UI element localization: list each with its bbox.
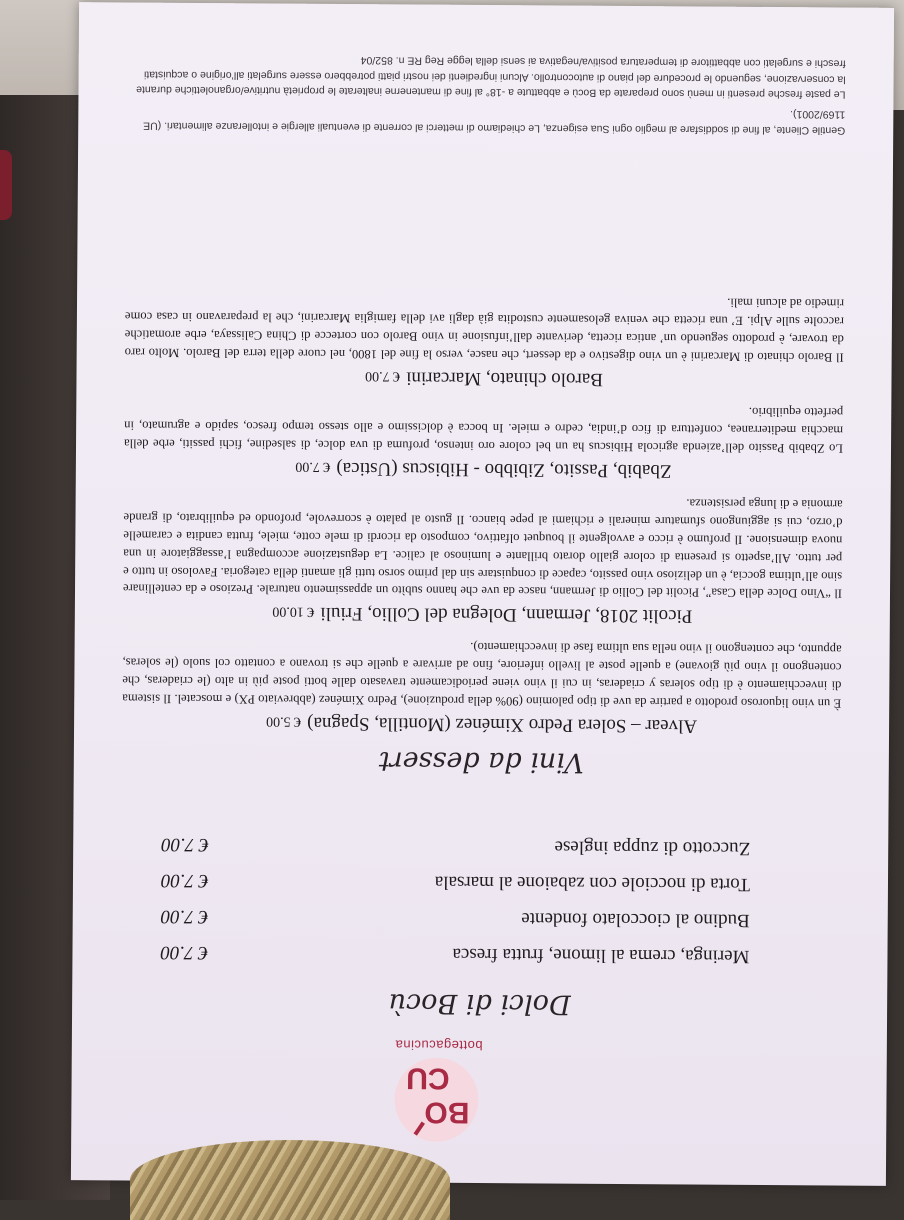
wine-heading bbox=[122, 710, 841, 737]
wine-list bbox=[122, 277, 844, 738]
wine-price: € 5.00 bbox=[266, 713, 302, 729]
wine-price: € 7.00 bbox=[365, 367, 401, 384]
wine-item bbox=[122, 635, 842, 738]
footer-note: Le paste fresche presenti in menù sono preparate da Bocù e abbattute a -18° al fine di mantenerne inalterate le proprietà nutritive/organolettiche durante la conservazione, seguendo le procedure del piano di autocontrollo. Alcuni ingredienti dei nostri piatti potrebbero essere surgelati all’origine o acquistati freschi e surgelati con abbattitore di temperatura positiva/negativa ai sensi della legge Reg RE n. 852/04 bbox=[136, 54, 846, 102]
dolci-section-title: Dolci di Bocù bbox=[388, 987, 571, 1020]
svg-text:BO: BO bbox=[424, 1095, 470, 1129]
wine-name: Zbabib, Passito, Zibibbo - Hibiscus (Ustica) bbox=[336, 458, 672, 482]
footer-note: Gentile Cliente, al fine di soddisfare al meglio ogni Sua esigenza, Le chiediamo di metterci al corrente di eventuali allergie e intolleranze alimentari. (UE 1169/2001). bbox=[143, 108, 846, 137]
wine-description: È un vino liquoroso prodotto a partire da uve di tipo palomino (90% della produzione), Pedro Ximénez (abbreviato PX) e moscatel. Il sistema di invecchiamento è di tipo soleras y criaderas, in cui il vino viene periodicamente travasato dalle botti poste più in alto (le criaderas, che contengono il vino più giovane) a quelle poste al livello inferiore, fino ad arrivare a quelle che si trovano a contatto col suolo (le soleras, appunto, che contengono il vino nella sua ultima fase di invecchiamento). bbox=[122, 640, 842, 711]
wine-heading bbox=[124, 364, 843, 391]
dessert-price: € 7.00 bbox=[161, 833, 209, 856]
dessert-name: Zuccotto di zuppa inglese bbox=[554, 836, 751, 859]
dessert-price: € 7.00 bbox=[160, 941, 209, 964]
vini-section-title: Vini da dessert bbox=[378, 745, 584, 778]
dessert-list bbox=[120, 818, 840, 967]
logo-wordmark: bottegacucina bbox=[395, 1037, 483, 1054]
wine-heading bbox=[123, 601, 842, 628]
wine-item bbox=[124, 289, 844, 392]
wine-description: Il “Vino Dolce della Casa”, Picolit del Collio di Jermann, nasce da uve che hanno subìto un appassimento naturale. Prezioso e da centellinare sino all’ultima goccia, è un delizioso vino passito, capace di conquistare sin dal primo sorso tutti gli amanti della categoria. Favoloso in tutto e per tutto. All’aspetto si presenta di colore giallo dorato brillante e luminoso al calice. La degustazione accompagna l’assaggiatore in una nuova dimensione. Il profumo è ricco e avvolgente il bouquet olfattivo, composto da ricordi di mele cotte, miele, frutta candita e caramelle d’orzo, cui si aggiungono sfumature minerali e richiami al pepe bianco. Il gusto al palato è scorrevole, profondo ed equilibrato, di grande armonia e di lunga persistenza. bbox=[122, 496, 843, 602]
dessert-name: Budino al cioccolato fondente bbox=[521, 908, 750, 931]
wine-heading bbox=[124, 456, 843, 483]
dessert-price: € 7.00 bbox=[160, 905, 209, 928]
wine-name: Picolit 2018, Jermann, Dolegna del Collio, Friuli bbox=[320, 603, 693, 627]
menu-sheet bbox=[71, 2, 894, 1186]
wine-price: € 7.00 bbox=[295, 458, 331, 475]
dessert-name: Torta di nocciole con zabaione al marsala bbox=[434, 871, 751, 895]
bocu-logo-icon bbox=[391, 1054, 482, 1145]
dessert-item bbox=[121, 854, 840, 895]
wine-description: Il Barolo chinato di Marcarini è un vino digestivo e da dessert, che nasce, verso la fine del 1800, nel cuore della terra del Barolo. Molto raro da trovare, è prodotto seguendo un’ antica ricetta, derivante dall’infusione in vino Barolo con cortecce di China Calissaya, erbe aromatiche raccolte sulle Alpi. E’ una ricetta che veniva gelosamente custodita già dagli avi della famiglia Marcarini, che la preparavano in casa come rimedio ad alcuni mali. bbox=[124, 295, 845, 365]
dessert-price: € 7.00 bbox=[160, 869, 209, 892]
upside-down-menu bbox=[71, 2, 894, 1186]
wine-name: Alvear – Solera Pedro Ximénez (Montilla, Spagna) bbox=[307, 712, 698, 737]
dessert-item bbox=[121, 890, 840, 931]
menu-content bbox=[119, 43, 846, 1158]
wine-item bbox=[123, 490, 843, 628]
allergen-footer bbox=[126, 46, 846, 138]
restaurant-logo bbox=[373, 1024, 504, 1145]
wine-item bbox=[124, 398, 844, 483]
wine-description: Lo Zbabib Passito dell’azienda agricola Hibiscus ha un bel colore oro intenso, profuma di uva dolce, di salsedine, fichi passiti, erbe della macchia mediterranea, confettura di fico d’india, cedro e miele. In bocca è dolcissimo e allo stesso tempo fresco, sapido e agrumato, in perfetto equilibrio. bbox=[123, 405, 844, 456]
red-napkin bbox=[0, 150, 12, 220]
dessert-name: Meringa, crema al limone, frutta fresca bbox=[452, 943, 750, 967]
dessert-item bbox=[121, 818, 840, 859]
dessert-item bbox=[120, 926, 839, 967]
svg-text:CU: CU bbox=[406, 1061, 450, 1095]
wine-price: € 10.00 bbox=[272, 604, 315, 620]
wicker-basket bbox=[130, 1140, 450, 1220]
wine-name: Barolo chinato, Marcarini bbox=[406, 367, 603, 390]
